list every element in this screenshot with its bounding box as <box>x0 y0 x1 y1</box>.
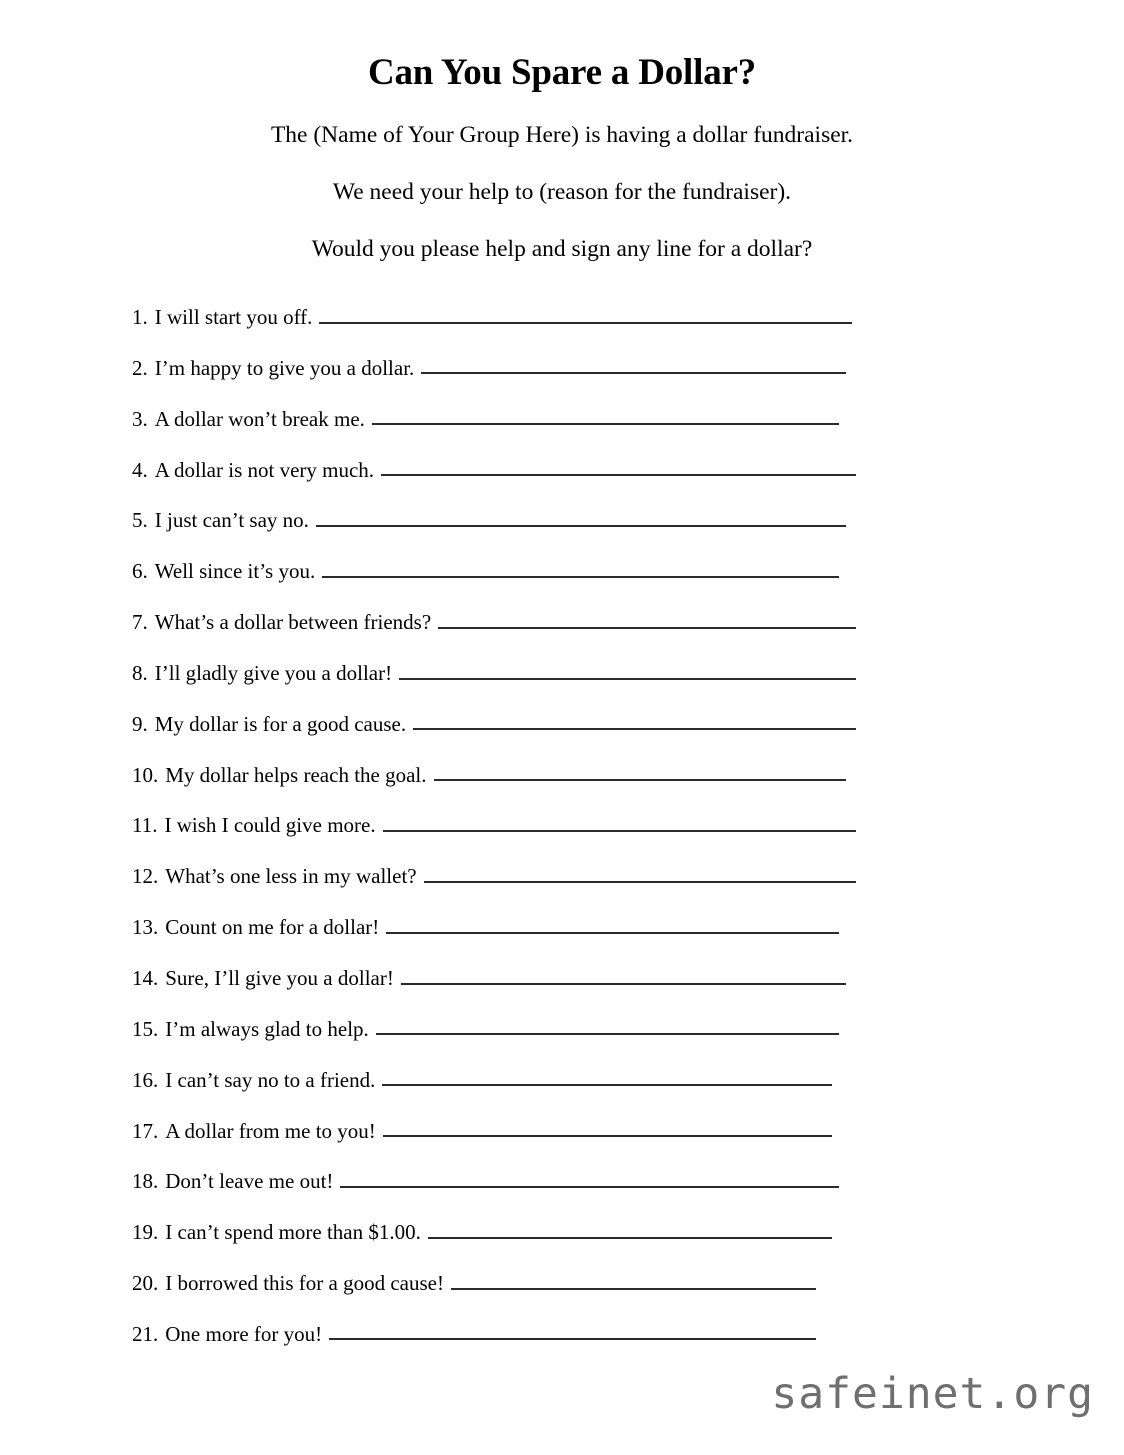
line-number: 9. <box>132 711 148 736</box>
signature-line-row <box>132 1218 852 1269</box>
line-number: 14. <box>132 965 159 990</box>
line-text: I can’t say no to a friend. <box>165 1067 376 1092</box>
signature-line-row <box>132 913 852 964</box>
signature-blank[interactable] <box>382 1066 832 1087</box>
line-number: 7. <box>132 610 148 635</box>
signature-line-row <box>132 1117 852 1168</box>
line-text: My dollar is for a good cause. <box>154 711 407 736</box>
signature-blank[interactable] <box>381 456 856 477</box>
signature-line-row <box>132 608 852 659</box>
signature-line-row <box>132 1167 852 1218</box>
line-number: 15. <box>132 1016 159 1041</box>
line-number: 11. <box>132 813 158 838</box>
signature-line-row <box>132 1066 852 1117</box>
line-text: Sure, I’ll give you a dollar! <box>165 965 394 990</box>
signature-line-row <box>132 303 852 354</box>
signature-line-row <box>132 964 852 1015</box>
line-text: Don’t leave me out! <box>165 1169 334 1194</box>
line-text: I just can’t say no. <box>154 508 309 533</box>
signature-line-row <box>132 506 852 557</box>
signature-blank[interactable] <box>413 710 856 731</box>
signature-line-row <box>132 1269 852 1320</box>
signature-blank[interactable] <box>316 506 846 527</box>
line-number: 10. <box>132 762 159 787</box>
line-text: I will start you off. <box>154 305 313 329</box>
signature-blank[interactable] <box>319 303 852 324</box>
line-text: My dollar helps reach the goal. <box>165 762 427 787</box>
intro-line-1: The (Name of Your Group Here) is having a dollar fundraiser. <box>270 121 854 148</box>
signature-blank[interactable] <box>421 354 846 375</box>
intro-line-3: Would you please help and sign any line for a dollar? <box>311 235 813 262</box>
signature-list <box>132 303 852 1371</box>
page-title: Can You Spare a Dollar? <box>367 51 757 93</box>
signature-line-row <box>132 862 852 913</box>
signature-blank[interactable] <box>451 1269 816 1290</box>
line-number: 4. <box>132 457 148 482</box>
line-text: I’m happy to give you a dollar. <box>154 355 415 380</box>
line-text: A dollar won’t break me. <box>154 406 365 431</box>
line-number: 5. <box>132 508 148 533</box>
signature-blank[interactable] <box>386 913 839 934</box>
signature-blank[interactable] <box>322 557 839 578</box>
line-text: A dollar from me to you! <box>165 1118 376 1143</box>
signature-line-row <box>132 710 852 761</box>
signature-blank[interactable] <box>372 405 839 426</box>
line-text: One more for you! <box>165 1321 323 1346</box>
line-text: Count on me for a dollar! <box>165 915 380 940</box>
line-number: 1. <box>132 305 148 329</box>
watermark: safeinet.org <box>771 1369 1094 1419</box>
signature-blank[interactable] <box>428 1218 832 1239</box>
line-text: I borrowed this for a good cause! <box>165 1271 444 1296</box>
signature-blank[interactable] <box>376 1015 839 1036</box>
line-text: I’m always glad to help. <box>165 1016 369 1041</box>
signature-line-row <box>132 557 852 608</box>
signature-line-row <box>132 405 852 456</box>
signature-line-row <box>132 456 852 507</box>
line-text: A dollar is not very much. <box>154 457 375 482</box>
line-number: 17. <box>132 1118 159 1143</box>
line-number: 21. <box>132 1321 159 1346</box>
line-text: I wish I could give more. <box>164 813 376 838</box>
signature-blank[interactable] <box>401 964 846 985</box>
signature-blank[interactable] <box>434 761 847 782</box>
line-number: 16. <box>132 1067 159 1092</box>
signature-line-row <box>132 1015 852 1066</box>
signature-blank[interactable] <box>329 1320 816 1341</box>
signature-blank[interactable] <box>438 608 856 629</box>
signature-blank[interactable] <box>424 862 856 883</box>
line-number: 8. <box>132 660 148 685</box>
signature-blank[interactable] <box>383 1117 832 1138</box>
signature-line-row <box>132 354 852 405</box>
line-text: What’s one less in my wallet? <box>165 864 417 889</box>
signature-line-row <box>132 761 852 812</box>
signature-line-row <box>132 659 852 710</box>
line-number: 12. <box>132 864 159 889</box>
signature-line-row <box>132 811 852 862</box>
intro-line-2: We need your help to (reason for the fundraiser). <box>332 178 792 205</box>
line-text: I’ll gladly give you a dollar! <box>154 660 393 685</box>
line-number: 3. <box>132 406 148 431</box>
line-number: 19. <box>132 1220 159 1245</box>
signature-line-row <box>132 1320 852 1371</box>
line-number: 6. <box>132 559 148 584</box>
line-number: 18. <box>132 1169 159 1194</box>
line-text: What’s a dollar between friends? <box>154 610 432 635</box>
line-number: 20. <box>132 1271 159 1296</box>
line-text: Well since it’s you. <box>154 559 316 584</box>
signature-blank[interactable] <box>383 811 856 832</box>
signature-blank[interactable] <box>399 659 856 680</box>
line-number: 13. <box>132 915 159 940</box>
line-text: I can’t spend more than $1.00. <box>165 1220 421 1245</box>
signature-blank[interactable] <box>340 1167 839 1188</box>
line-number: 2. <box>132 355 148 380</box>
